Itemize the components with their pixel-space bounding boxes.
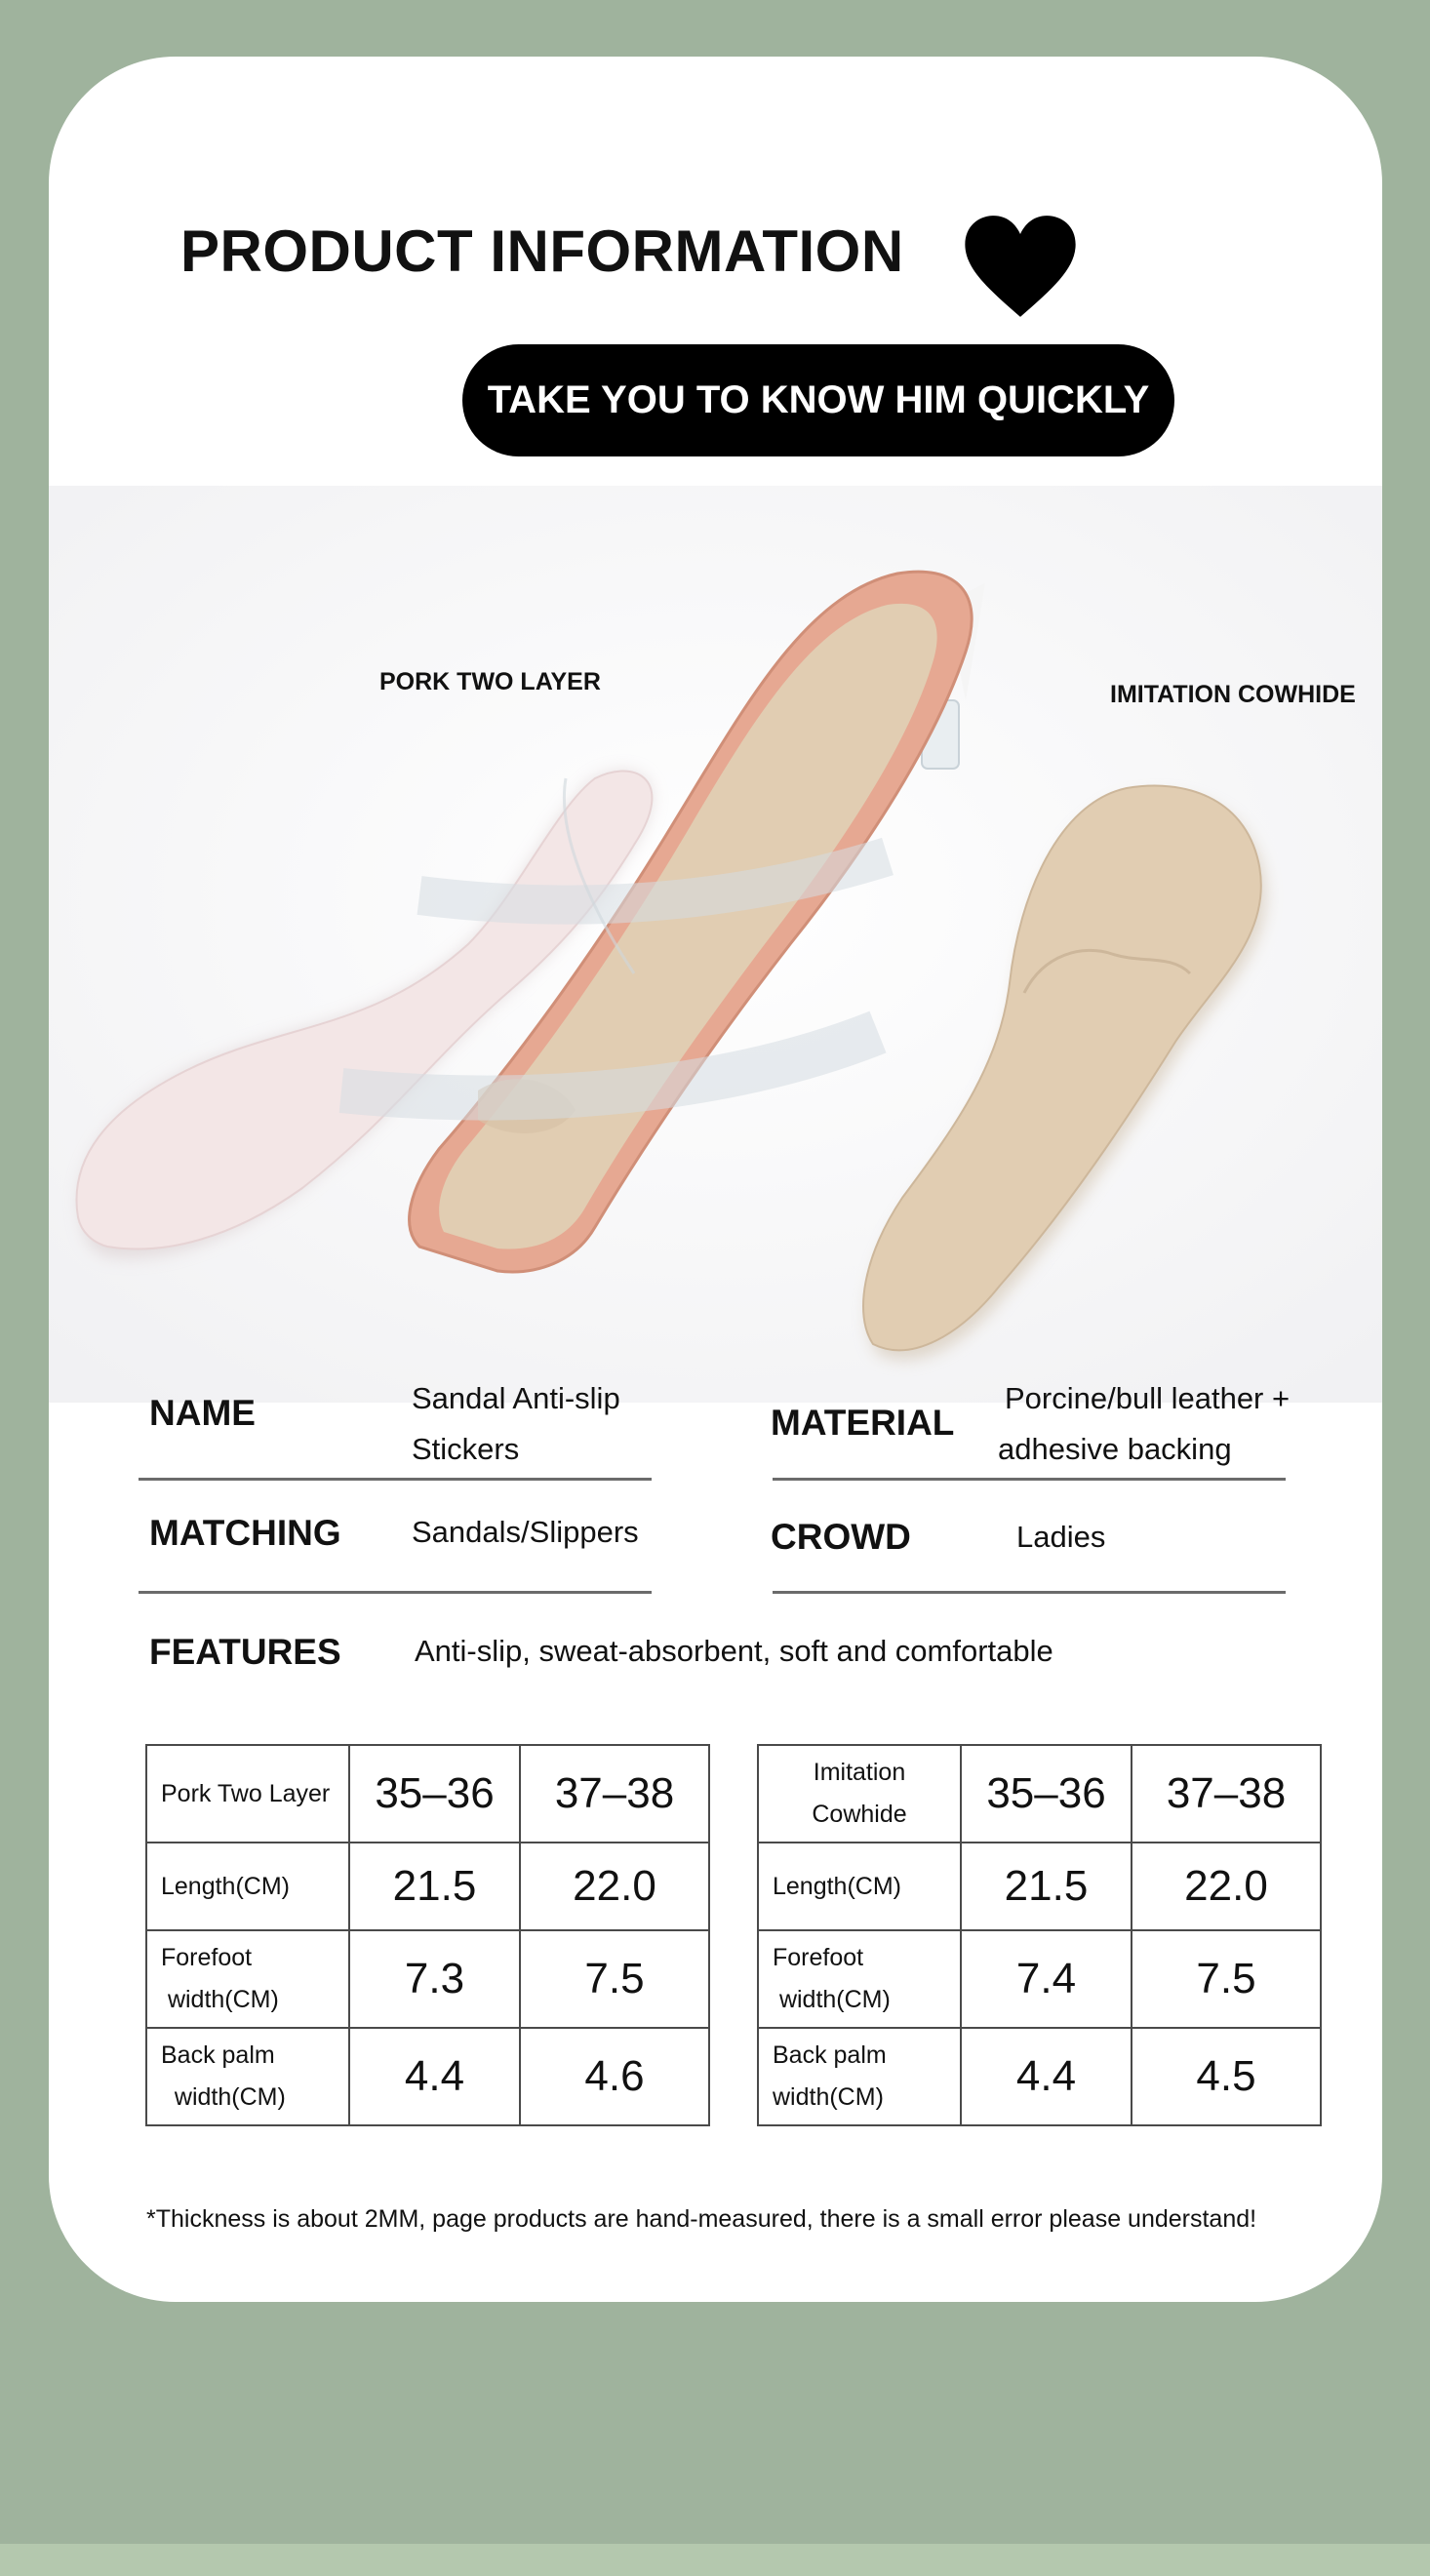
table-header-cell [758,1745,961,1843]
spec-features-value: Anti-slip, sweat-absorbent, soft and comfortable [415,1634,1053,1668]
row-label: Back palm [773,2041,887,2069]
value-cell: 22.0 [1132,1843,1321,1930]
value-cell: 22.0 [520,1843,709,1930]
subtitle-pill: TAKE YOU TO KNOW HIM QUICKLY [462,344,1174,456]
row-label-cell [146,1930,349,2028]
row-label-cell [758,1930,961,2028]
value-cell: 21.5 [961,1843,1132,1930]
table-row [758,1843,1321,1930]
size-table-cowhide [757,1744,1322,2126]
table-header-row [758,1745,1321,1843]
size-table-pork [145,1744,710,2126]
divider [139,1478,652,1481]
heart-icon [963,213,1078,320]
info-card [49,57,1382,2302]
row-label-cell [758,1843,961,1930]
row-label-cell [146,2028,349,2125]
spec-matching-label: MATCHING [149,1513,341,1553]
row-label: Forefoot [161,1944,253,1971]
spec-name-label: NAME [149,1393,256,1433]
spec-features-label: FEATURES [149,1632,341,1672]
spec-material-value-line1: Porcine/bull leather + [1005,1381,1291,1415]
row-label-unit: width(CM) [161,2083,286,2111]
spec-crowd-value: Ladies [1016,1520,1106,1554]
value-cell: 21.5 [349,1843,520,1930]
value-cell: 7.4 [961,1930,1132,2028]
table-header-row [146,1745,709,1843]
label-imitation-cowhide: IMITATION COWHIDE [1110,681,1356,708]
row-label-cell [758,2028,961,2125]
spec-crowd-label: CROWD [771,1517,911,1557]
table-row [146,2028,709,2125]
row-label-unit: width(CM) [161,1986,279,2013]
label-pork-two-layer: PORK TWO LAYER [379,668,601,695]
value-cell: 4.5 [1132,2028,1321,2125]
divider [773,1478,1286,1481]
table-header-line: Cowhide [812,1801,907,1828]
table-header-cell: Pork Two Layer [146,1745,349,1843]
row-label: Length(CM) [161,1872,290,1900]
value-cell: 4.6 [520,2028,709,2125]
spec-name-value-line1: Sandal Anti-slip [412,1381,620,1415]
row-label-unit: width(CM) [773,2083,884,2111]
spec-name-value-line2: Stickers [412,1432,520,1466]
table-row [146,1930,709,2028]
spec-material-value-line2: adhesive backing [998,1432,1232,1466]
table-row [146,1843,709,1930]
table-header-line: Imitation [813,1759,906,1786]
bottom-strip [0,2544,1430,2576]
size-header-cell: 35–36 [349,1745,520,1843]
divider [773,1591,1286,1594]
table-row [758,2028,1321,2125]
product-photo [49,486,1382,1403]
row-label: Length(CM) [773,1872,901,1900]
size-header-cell: 35–36 [961,1745,1132,1843]
footnote: *Thickness is about 2MM, page products are hand-measured, there is a small error please understand! [146,2205,1257,2233]
spec-material-label: MATERIAL [771,1403,955,1443]
value-cell: 7.3 [349,1930,520,2028]
row-label: Forefoot [773,1944,864,1971]
value-cell: 7.5 [1132,1930,1321,2028]
size-header-cell: 37–38 [1132,1745,1321,1843]
value-cell: 7.5 [520,1930,709,2028]
value-cell: 4.4 [349,2028,520,2125]
spec-matching-value: Sandals/Slippers [412,1515,639,1549]
table-row [758,1930,1321,2028]
value-cell: 4.4 [961,2028,1132,2125]
row-label-cell [146,1843,349,1930]
size-header-cell: 37–38 [520,1745,709,1843]
divider [139,1591,652,1594]
row-label-unit: width(CM) [773,1986,891,2013]
row-label: Back palm [161,2041,275,2069]
page-title: PRODUCT INFORMATION [180,218,904,284]
